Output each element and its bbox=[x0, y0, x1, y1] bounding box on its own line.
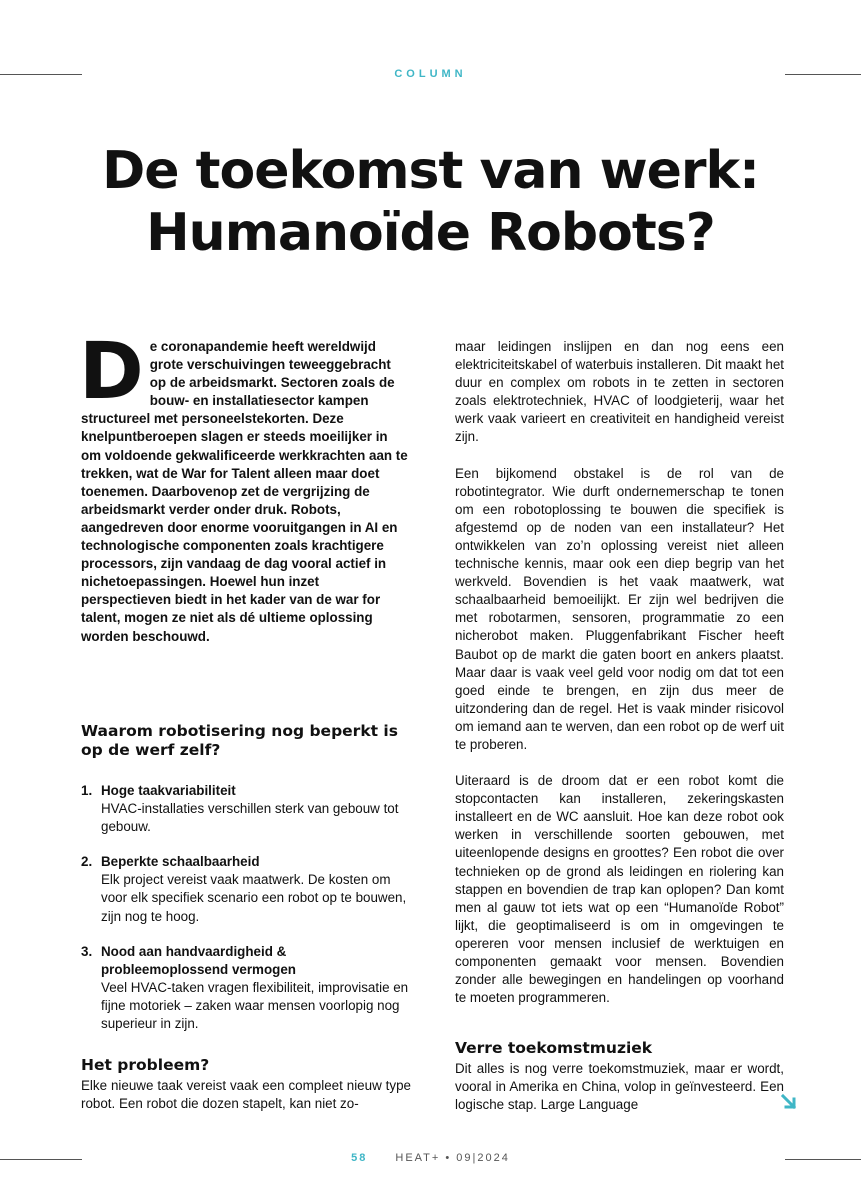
section-heading: Het probleem? bbox=[81, 1056, 210, 1074]
list-item bbox=[81, 943, 411, 1033]
reasons-list bbox=[81, 782, 411, 1033]
right-column bbox=[455, 338, 784, 1025]
section-body: Elke nieuwe taak vereist vaak een compleet nieuw type robot. Een robot die dozen stapelt, kan niet zo- bbox=[81, 1078, 411, 1112]
list-item-title: Nood aan handvaardigheid & probleemoplossend vermogen bbox=[101, 943, 296, 977]
list-item-title: Beperkte schaalbaarheid bbox=[101, 854, 260, 870]
list-item-title: Hoge taakvariabiliteit bbox=[101, 783, 236, 798]
drop-cap: D bbox=[79, 327, 144, 417]
body-paragraph: Uiteraard is de droom dat er een robot komt die stopcontacten kan installeren, zekeringskasten installeert en de WC aansluit. Hoe kan deze robot ook werken in verschillende soorten gebouwen, met uiteenlopende designs en groottes? Een robot die over technieken op de grond als leidingen en riolering kan stappen en bovendien de trap kan oplopen? Dan komt men al gauw tot iets wat op een “Humanoïde Robot” lijkt, die geoptimaliseerd is om in omgevingen te opereren voor mensen inclusief de werktuigen en componenten gemaakt voor mensen. Bovendien zonder alle bewegingen en handelingen op voorhand te moeten programmeren. bbox=[455, 773, 784, 1006]
section-body: Dit alles is nog verre toekomstmuziek, maar er wordt, vooral in Amerika en China, volop in geïnvesteerd. Een logische stap. Large Language bbox=[455, 1061, 784, 1113]
left-column-intro bbox=[79, 327, 409, 646]
list-number: 3. bbox=[81, 943, 93, 959]
section-robotisering bbox=[81, 722, 411, 1050]
publication-info: HEAT+ • 09|2024 bbox=[395, 1152, 510, 1164]
arrow-down-right-icon bbox=[780, 1093, 798, 1111]
section-heading: Verre toekomstmuziek bbox=[455, 1039, 653, 1057]
section-verre-toekomstmuziek bbox=[455, 1039, 784, 1114]
list-item bbox=[81, 853, 411, 925]
title-line-1: De toekomst van werk: bbox=[102, 141, 759, 201]
list-item-description: HVAC-installaties verschillen sterk van gebouw tot gebouw. bbox=[101, 801, 399, 835]
body-paragraph: Een bijkomend obstakel is de rol van de robotintegrator. Wie durft ondernemerschap te tonen om een robotoplossing te bouwen die specifiek is afgestemd op de noden van een installateur? Het ontwikkelen van zo’n oplossing vereist niet alleen technische kennis, maar ook een diep begrip van het werkveld. Bovendien is het vaak maatwerk, wat schaalbaarheid bemoeilijkt. Er zijn wel bedrijven die met robotarmen, sensoren, programmatie zo een nicherobot maken. Pluggenfabrikant Fischer heeft Baubot op de markt die gaten boort en ankers plaatst. Maar daar is vaak veel geld voor nodig om dat tot een goed einde te brengen, en zijn dus meer de uitzondering dan de regel. Het is vaak minder risicovol om iemand aan te werven, dan een robot op de werf uit te proberen. bbox=[455, 465, 784, 752]
page-footer bbox=[0, 1152, 861, 1164]
list-number: 2. bbox=[81, 854, 93, 870]
article-title bbox=[40, 140, 821, 264]
list-number: 1. bbox=[81, 783, 93, 798]
intro-paragraph bbox=[79, 327, 409, 646]
section-probleem bbox=[81, 1056, 411, 1113]
list-item bbox=[81, 782, 411, 836]
list-item-description: Veel HVAC-taken vragen flexibiliteit, improvisatie en fijne motoriek – zaken waar mensen voorlopig nog superieur in zijn. bbox=[101, 979, 409, 1032]
intro-text: e coronapandemie heeft wereldwijd grote verschuivingen teweeggebracht op de arbeidsmarkt. Sectoren zoals de bouw- en installatiesector kampen structureel met personeelstekorten. Deze knelpuntberoepen slagen er steeds moeilijker in om voldoende gekwalificeerde werkkrachten aan te trekken, wat de War for Talent alleen maar doet toenemen. Daarbovenop zet de vergrijzing de arbeidsmarkt verder onder druk. Robots, aangedreven door enorme vooruitgangen in AI en technologische componenten zoals krachtigere processors, zijn vandaag de dag vooral actief in nichetoepassingen. Hoewel hun inzet perspectieven biedt in het kader van de war for talent, mogen ze niet als dé ultieme oplossing worden beschouwd. bbox=[81, 339, 408, 644]
list-item-description: Elk project vereist vaak maatwerk. De kosten om voor elk specifiek scenario een robot op te bouwen, zijn nog te hoog. bbox=[101, 872, 407, 924]
section-kicker: COLUMN bbox=[394, 68, 467, 80]
body-paragraph: maar leidingen inslijpen en dan nog eens een elektriciteitskabel of waterbuis installeren. Dit maakt het duur en complex om robots in te zetten in sectoren zoals elektrotechniek, HVAC of loodgieterij, waar het werk vaak varieert en creativiteit en handigheid vereist zijn. bbox=[455, 339, 784, 445]
title-line-2: Humanoïde Robots? bbox=[146, 203, 715, 263]
section-heading: Waarom robotisering nog beperkt is op de werf zelf? bbox=[81, 722, 398, 759]
page-number: 58 bbox=[351, 1152, 368, 1164]
